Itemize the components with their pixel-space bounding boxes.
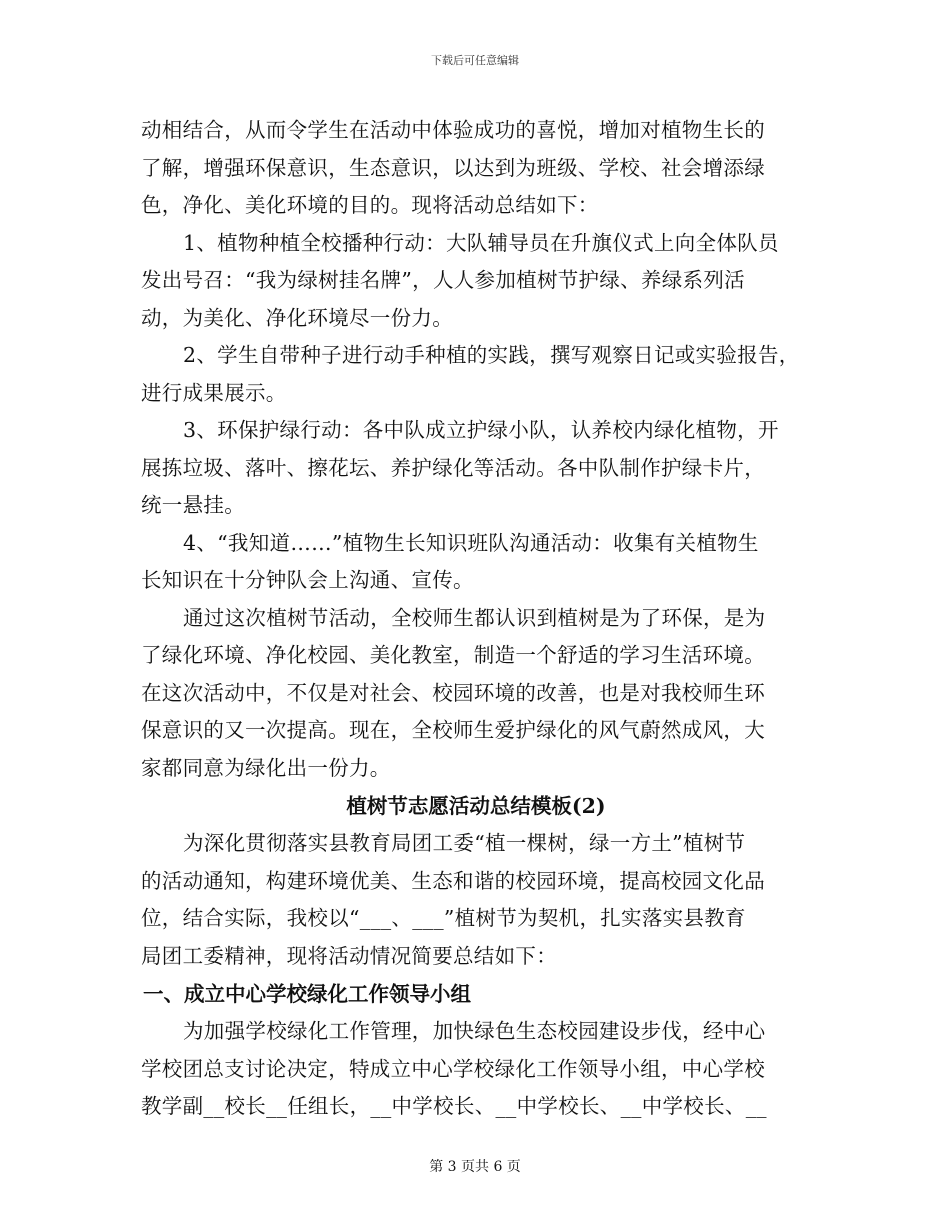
paragraph-line: 局团工委精神，现将活动情况简要总结如下： bbox=[141, 943, 557, 968]
paragraph-line: 色，净化、美化环境的目的。现将活动总结如下： bbox=[141, 193, 599, 217]
section-title: 植树节志愿活动总结模板(2) bbox=[346, 794, 606, 818]
paragraph-line: 统一悬挂。 bbox=[141, 493, 245, 517]
paragraph-line: 1、植物种植全校播种行动：大队辅导员在升旗仪式上向全体队员 bbox=[183, 230, 779, 255]
paragraph-line: 为深化贯彻落实县教育局团工委“植一棵树，绿一方土”植树节 bbox=[183, 831, 746, 855]
paragraph-line: 位，结合实际，我校以“___、___”植树节为契机，扎实落实县教育 bbox=[141, 906, 746, 930]
paragraph-line: 保意识的又一次提高。现在，全校师生爱护绿化的风气蔚然成风，大 bbox=[141, 718, 765, 742]
paragraph-line: 的活动通知，构建环境优美、生态和谐的校园环境，提高校园文化品 bbox=[141, 868, 765, 893]
paragraph-line: 在这次活动中，不仅是对社会、校园环境的改善，也是对我校师生环 bbox=[141, 680, 765, 705]
paragraph-line: 学校团总支讨论决定，特成立中心学校绿化工作领导小组，中心学校 bbox=[141, 1056, 765, 1081]
paragraph-line: 发出号召：“我为绿树挂名牌”，人人参加植树节护绿、养绿系列活 bbox=[141, 268, 745, 292]
paragraph-line: 家都同意为绿化出一份力。 bbox=[141, 755, 391, 780]
paragraph-line: 为加强学校绿化工作管理，加快绿色生态校园建设步伐，经中心 bbox=[183, 1019, 766, 1043]
paragraph-line: 教学副__校长__任组长，__中学校长、__中学校长、__中学校长、__ bbox=[141, 1094, 767, 1118]
paragraph-line: 了绿化环境、净化校园、美化教室，制造一个舒适的学习生活环境。 bbox=[141, 643, 765, 667]
paragraph-line: 通过这次植树节活动，全校师生都认识到植树是为了环保，是为 bbox=[183, 605, 766, 630]
header-note: 下载后可任意编辑 bbox=[431, 54, 519, 67]
paragraph-line: 了解，增强环保意识，生态意识，以达到为班级、学校、社会增添绿 bbox=[141, 155, 765, 180]
paragraph-line: 4、“我知道……”植物生长知识班队沟通活动：收集有关植物生 bbox=[183, 530, 759, 555]
paragraph-line: 动，为美化、净化环境尽一份力。 bbox=[141, 305, 453, 330]
paragraph-line: 2、学生自带种子进行动手种植的实践，撰写观察日记或实验报告， bbox=[183, 343, 800, 367]
paragraph-line: 动相结合，从而令学生在活动中体验成功的喜悦，增加对植物生长的 bbox=[141, 118, 765, 142]
page-footer: 第 3 页共 6 页 bbox=[429, 1159, 521, 1175]
paragraph-line: 3、环保护绿行动：各中队成立护绿小队，认养校内绿化植物，开 bbox=[183, 418, 779, 442]
paragraph-line: 进行成果展示。 bbox=[141, 380, 287, 405]
paragraph-line: 长知识在十分钟队会上沟通、宣传。 bbox=[141, 568, 474, 592]
paragraph-line: 展拣垃圾、落叶、擦花坛、养护绿化等活动。各中队制作护绿卡片， bbox=[141, 455, 765, 480]
document-body bbox=[141, 112, 811, 1126]
subheading: 一、成立中心学校绿化工作领导小组 bbox=[143, 982, 471, 1006]
